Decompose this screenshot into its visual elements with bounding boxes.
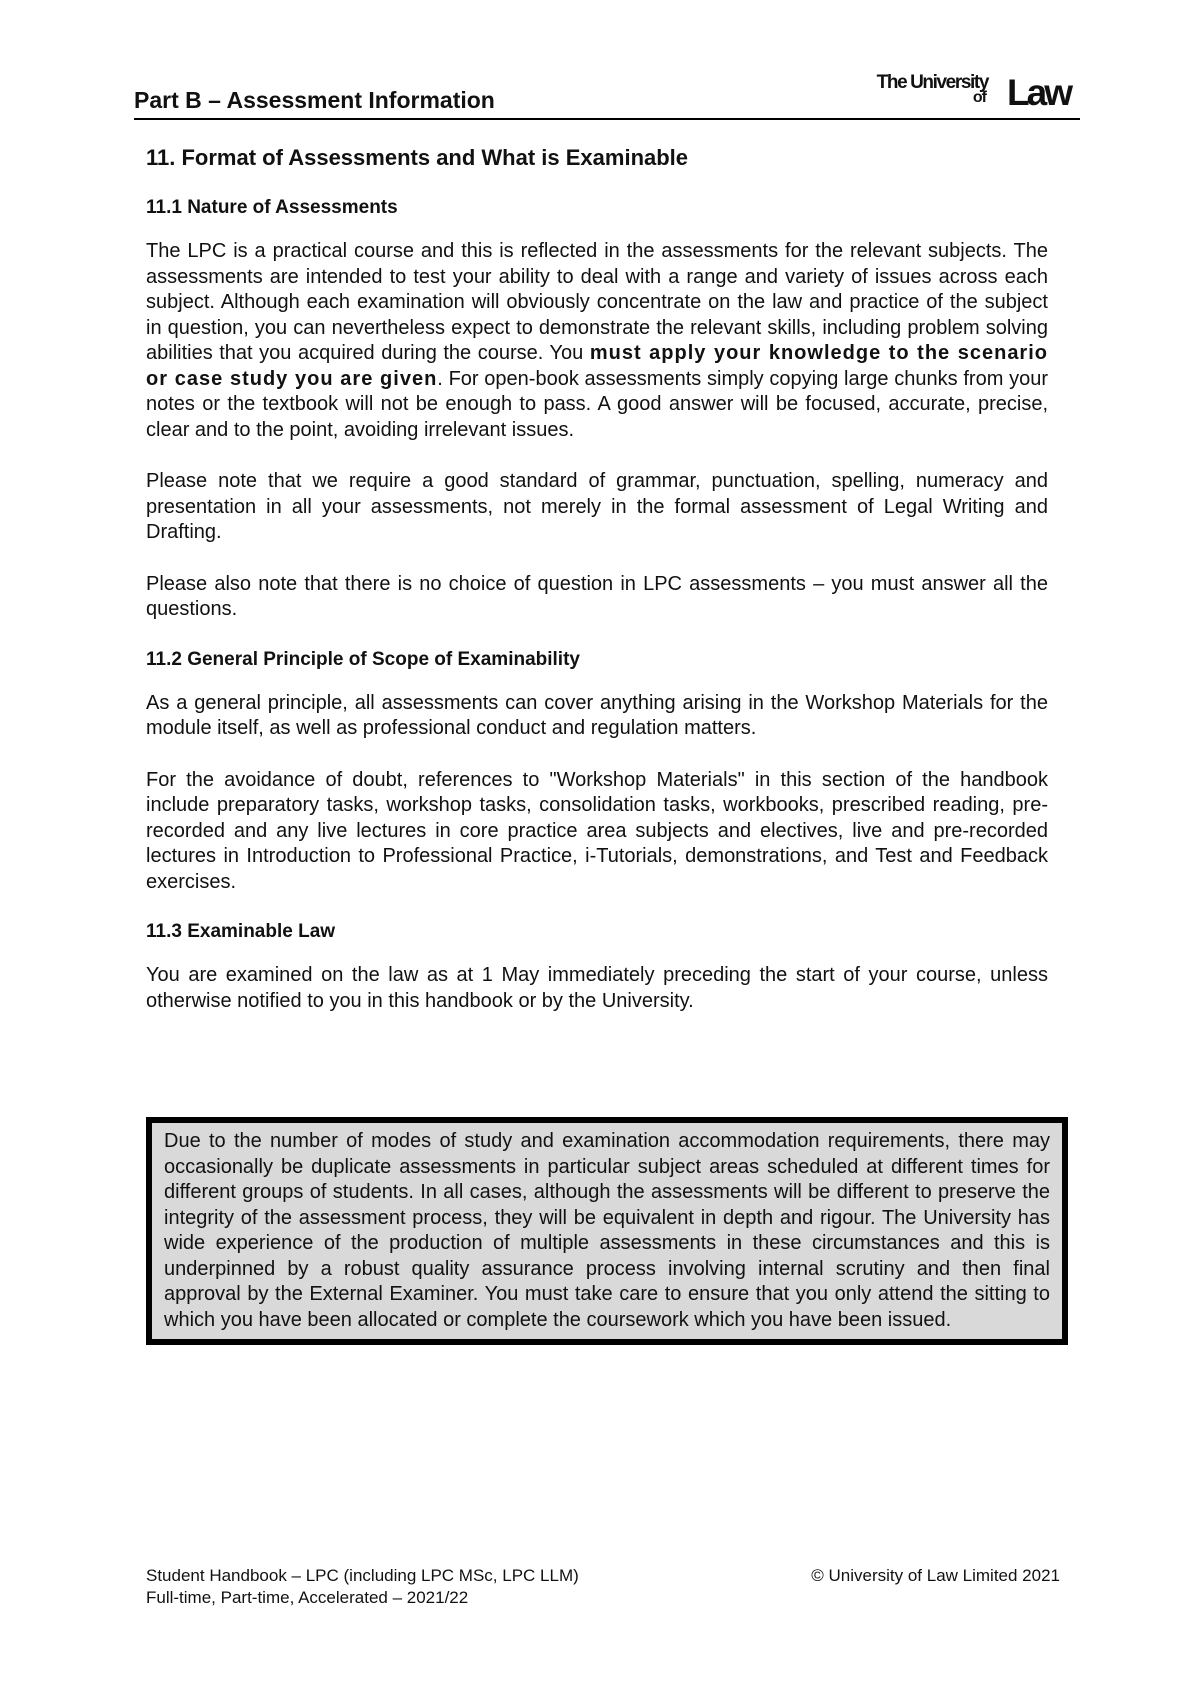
footer-copyright: © University of Law Limited 2021: [811, 1566, 1060, 1585]
paragraph-workshop-materials: For the avoidance of doubt, references to "Workshop Materials" in this section of the handbook include preparatory tasks, workshop tasks, consolidation tasks, workbooks, prescribed reading, pre-recorded and any live lectures in core practice area subjects and electives, live and pre-recorded lectures in Introduction to Professional Practice, i-Tutorials, demonstrations, and Test and Feedback exercises.: [146, 768, 1048, 893]
paragraph-text: . For open-book assessments simply copying large chunks from your notes or the textbook will not be enough to pass. A good answer will be focused, accurate, precise, clear and to the point, avoiding irrelevant issues.: [146, 367, 1048, 441]
logo-text-of: of: [972, 89, 986, 106]
footer-handbook-title: Student Handbook – LPC (including LPC MSc, LPC LLM): [146, 1566, 579, 1585]
subsection-title-11-2: 11.2 General Principle of Scope of Examinability: [146, 648, 580, 670]
paragraph-general-principle: As a general principle, all assessments can cover anything arising in the Workshop Materials for the module itself, as well as professional conduct and regulation matters.: [146, 691, 1048, 739]
university-logo: [860, 70, 1070, 112]
paragraph-no-choice: Please also note that there is no choice of question in LPC assessments – you must answer all the questions.: [146, 572, 1048, 620]
footer-modes: Full-time, Part-time, Accelerated – 2021/22: [146, 1588, 469, 1607]
header-title: Part B – Assessment Information: [134, 87, 495, 113]
paragraph-text: The LPC is a practical course and this is reflected in the assessments for the relevant subjects. The assessments are intended to test your ability to deal with a range and variety of issues across each subject. Although each examination will obviously concentrate on the law and practice of the subject in question, you can nevertheless expect to demonstrate the relevant skills, including problem solving abilities that you acquired during the course. You: [146, 240, 1048, 364]
logo-text-university: The University: [876, 72, 988, 93]
paragraph-nature-of-assessments: [146, 239, 1048, 443]
subsection-title-11-3: 11.3 Examinable Law: [146, 921, 336, 942]
paragraph-grammar-standard: Please note that we require a good standard of grammar, punctuation, spelling, numeracy and presentation in all your assessments, not merely in the formal assessment of Legal Writing and Drafting.: [146, 470, 1048, 543]
notice-box: [146, 1117, 1068, 1345]
main-content: [146, 145, 1048, 1040]
subsection-title-11-1: 11.1 Nature of Assessments: [146, 197, 398, 218]
emphasis-text: must apply your knowledge to the scenario or case study you are given: [146, 342, 1048, 390]
page-header: [134, 70, 1080, 120]
paragraph-examinable-law: You are examined on the law as at 1 May immediately preceding the start of your course, unless otherwise notified to you in this handbook or by the University.: [146, 964, 1048, 1012]
section-title: 11. Format of Assessments and What is Examinable: [146, 145, 689, 170]
footer-left: [146, 1565, 579, 1609]
logo-text-law: Law: [1007, 72, 1070, 113]
notice-text: Due to the number of modes of study and examination accommodation requirements, there may occasionally be duplicate assessments in particular subject areas scheduled at different times for different groups of students. In all cases, although the assessments will be different to preserve the integrity of the assessment process, they will be equivalent in depth and rigour. The University has wide experience of the production of multiple assessments in these circumstances and this is underpinned by a robust quality assurance process involving internal scrutiny and then final approval by the External Examiner. You must take care to ensure that you only attend the sitting to which you have been allocated or complete the coursework which you have been issued.: [164, 1130, 1050, 1331]
